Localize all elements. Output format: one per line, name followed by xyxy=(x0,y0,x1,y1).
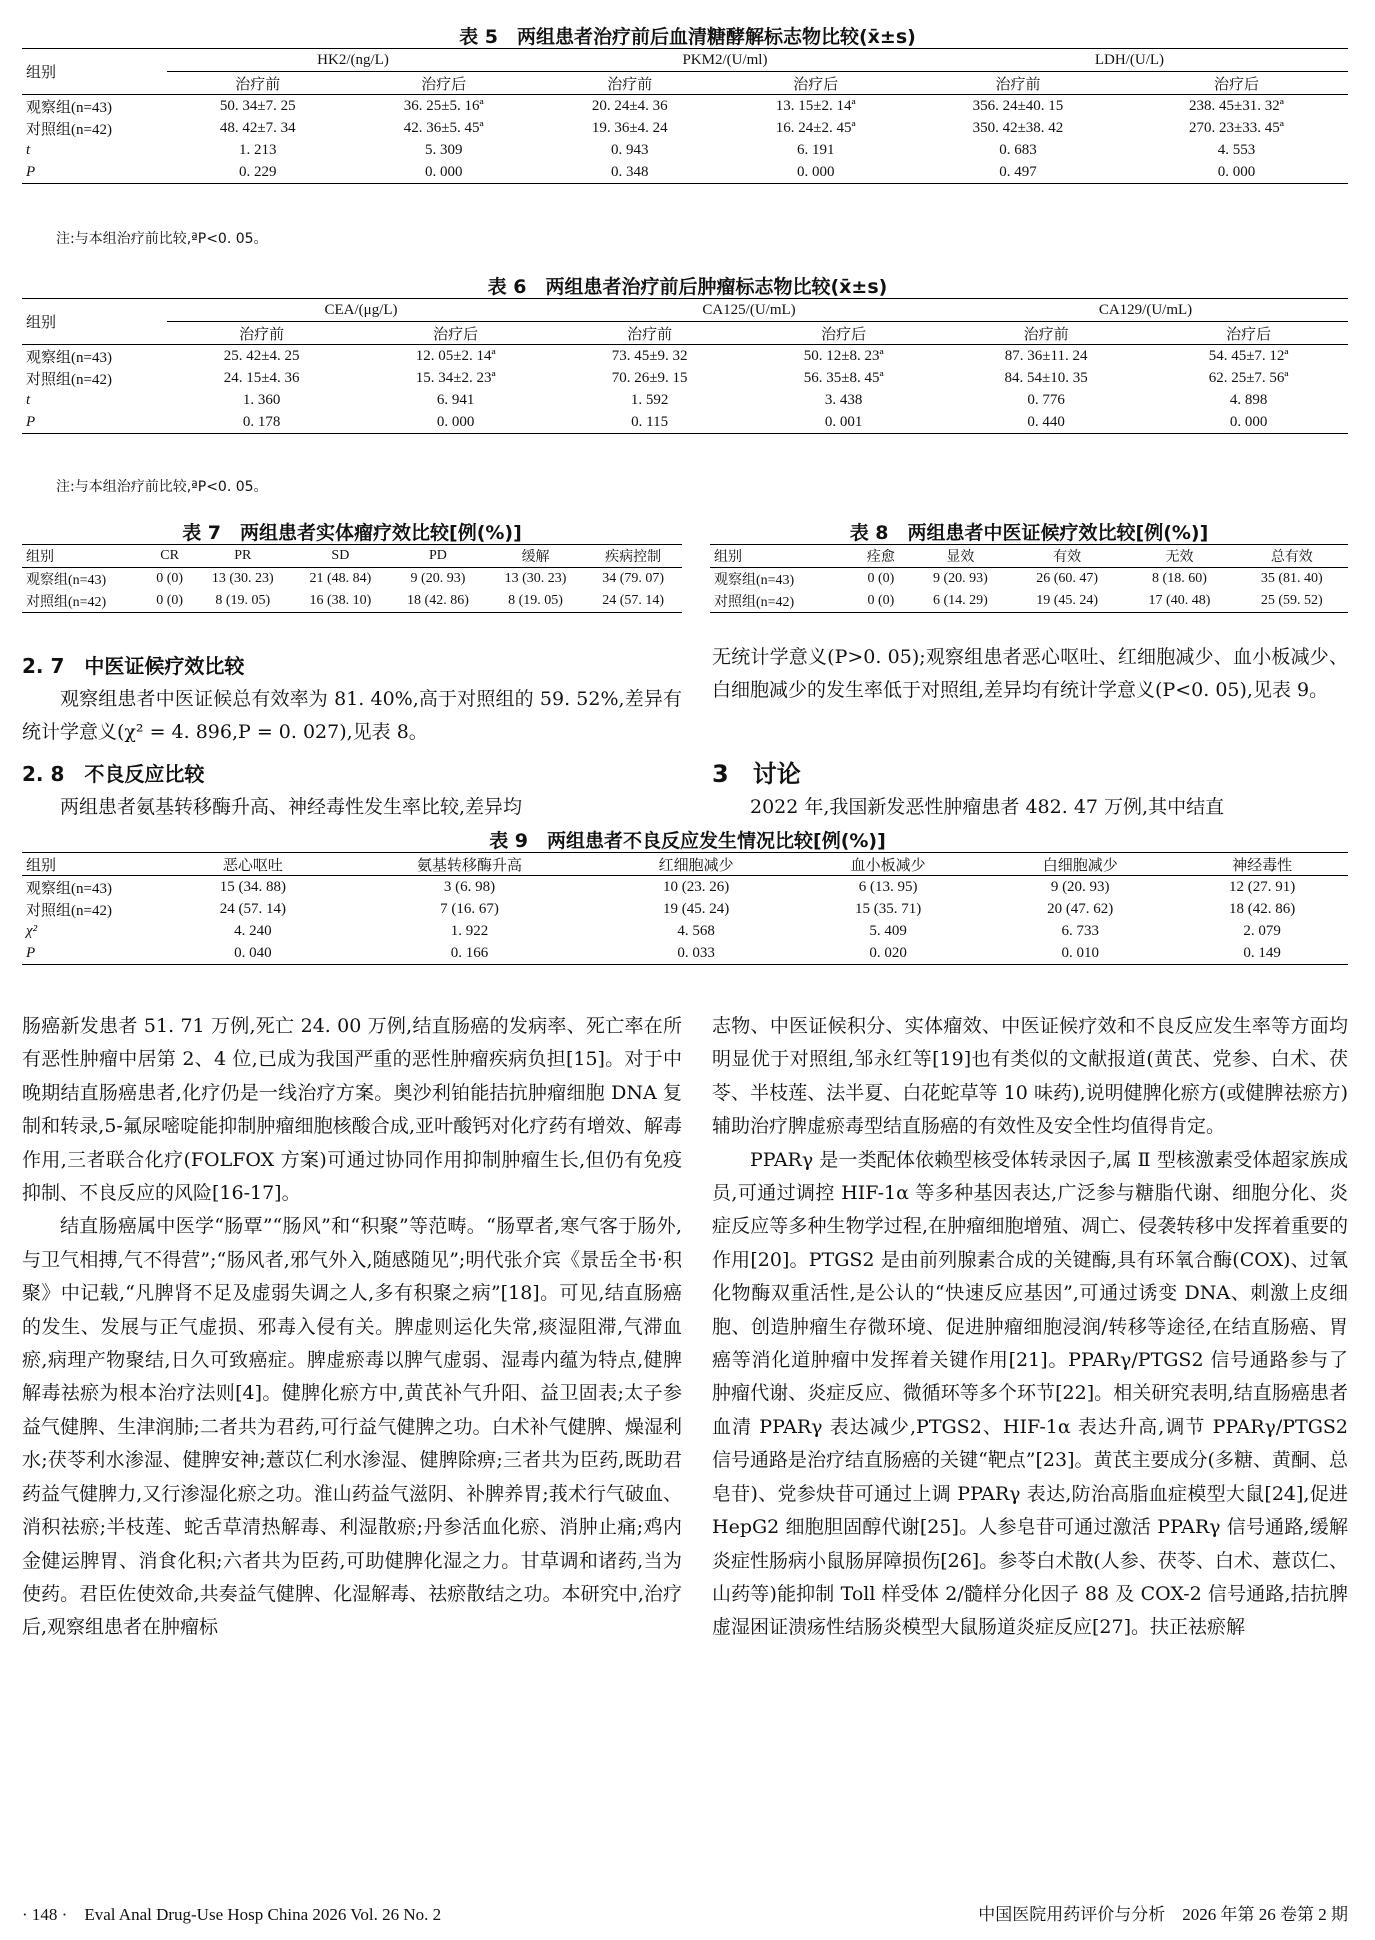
table-cell: 48. 42±7. 34 xyxy=(219,119,296,136)
table-cell: 6 (13. 95) xyxy=(792,876,984,899)
table-cell: 0. 000 xyxy=(720,161,910,184)
table-cell: 0. 000 xyxy=(356,411,555,434)
table-cell: 9 (20. 93) xyxy=(984,876,1176,899)
table-cell: 24 (57. 14) xyxy=(219,900,286,917)
row-label: 观察组(n=43) xyxy=(710,568,852,591)
table7-title: 表 7 两组患者实体瘤疗效比较[例(%)] xyxy=(182,522,522,544)
row-label: P xyxy=(22,411,167,434)
table-cell: 0. 010 xyxy=(984,942,1176,965)
table7-header: 组别 xyxy=(22,545,145,568)
table-cell: 56. 35±8. 45ª xyxy=(803,369,884,386)
table-cell: 62. 25±7. 56ª xyxy=(1208,369,1289,386)
table9-header: 红细胞减少 xyxy=(600,853,792,876)
table8-header: 有效 xyxy=(1011,545,1123,568)
table-cell: 0. 000 xyxy=(1149,411,1348,434)
table-cell: 0. 776 xyxy=(1027,391,1065,408)
table-row xyxy=(710,590,1348,613)
table-cell: 0. 115 xyxy=(555,411,744,434)
table-cell: 0 (0) xyxy=(852,568,910,591)
table6-note: 注:与本组治疗前比较,ªP<0. 05。 xyxy=(56,479,268,495)
table-cell: 6. 191 xyxy=(796,141,835,158)
paragraph: 志物、中医证候积分、实体瘤效、中医证候疗效和不良反应发生率等方面均明显优于对照组,邹永红等[19]也有类似的文献报道(黄芪、党参、白术、茯苓、半枝莲、法半夏、白花蛇草等 10 味药),说明健脾化瘀方(或健脾祛瘀方)辅助治疗脾虚瘀毒型结直肠癌的有效性及安全性均值得肯定。 xyxy=(712,1015,1348,1138)
table5-metric-ldh: LDH/(U/L) xyxy=(911,49,1348,72)
table8-header: 组别 xyxy=(710,545,852,568)
table-cell: 4. 553 xyxy=(1217,141,1256,158)
table-row xyxy=(22,367,1348,389)
table-cell: 356. 24±40. 15 xyxy=(911,95,1125,118)
table-cell: 15. 34±2. 23ª xyxy=(415,369,496,386)
table5-sub-before: 治疗前 xyxy=(607,76,653,93)
table-cell: 0. 348 xyxy=(539,161,721,184)
table8-title: 表 8 两组患者中医证候疗效比较[例(%)] xyxy=(849,522,1209,544)
table-cell: 50. 34±7. 25 xyxy=(167,95,349,118)
table-cell: 8 (18. 60) xyxy=(1123,568,1235,591)
table-cell: 0. 001 xyxy=(744,411,943,434)
table8-header: 总有效 xyxy=(1236,545,1348,568)
table9-header: 白细胞减少 xyxy=(984,853,1176,876)
table-cell: 0. 000 xyxy=(349,161,539,184)
table5-sub-after: 治疗后 xyxy=(793,76,839,93)
table-row xyxy=(22,876,1348,899)
paragraph: 无统计学意义(P>0. 05);观察组患者恶心呕吐、红细胞减少、血小板减少、白细胞减少的发生率低于对照组,差异均有统计学意义(P<0. 05),见表 9。 xyxy=(712,646,1348,702)
table9 xyxy=(22,852,1348,965)
table-row xyxy=(22,345,1348,368)
table-cell: 10 (23. 26) xyxy=(600,876,792,899)
section-2-7-heading: 2. 7 中医证候疗效比较 xyxy=(22,654,245,678)
row-label: 对照组(n=42) xyxy=(26,121,112,138)
section-3-text xyxy=(712,791,1348,824)
table-cell: 6. 941 xyxy=(436,391,475,408)
table7-header: 缓解 xyxy=(487,545,585,568)
row-label: 对照组(n=42) xyxy=(710,590,852,613)
table-cell: 21 (48. 84) xyxy=(292,568,390,591)
paragraph: 2022 年,我国新发恶性肿瘤患者 482. 47 万例,其中结直 xyxy=(750,796,1225,818)
table6-title: 表 6 两组患者治疗前后肿瘤标志物比较(x̄±s) xyxy=(487,276,888,298)
table-cell: 1. 213 xyxy=(239,141,277,158)
table-row xyxy=(22,161,1348,184)
footer-left: · 148 · Eval Anal Drug-Use Hosp China 2026 Vol. 26 No. 2 xyxy=(22,1905,442,1924)
footer-right: 中国医院用药评价与分析 2026 年第 26 卷第 2 期 xyxy=(978,1905,1348,1924)
table5-metric-pkm2: PKM2/(U/ml) xyxy=(539,49,911,72)
section-2-8-continued xyxy=(712,641,1348,708)
table5 xyxy=(22,48,1348,184)
table6-metric-ca125: CA125/(U/mL) xyxy=(555,299,943,322)
table-cell: 1. 592 xyxy=(630,391,669,408)
table9-title: 表 9 两组患者不良反应发生情况比较[例(%)] xyxy=(489,830,886,852)
table-cell: 0. 040 xyxy=(167,942,339,965)
paragraph: PPARγ 是一类配体依赖型核受体转录因子,属 Ⅱ 型核激素受体超家族成员,可通过调控 HIF-1α 等多种基因表达,广泛参与糖脂代谢、细胞分化、炎症反应等多种生物学过程,在肿瘤细胞增殖、凋亡、侵袭转移中发挥着重要的作用[20]。PTGS2 是由前列腺素合成的关键酶,具有环氧合酶(COX)、过氧化物酶双重活性,是公认的“快速反应基因”,可通过诱变 DNA、刺激上皮细胞、创造肿瘤生存微环境、促进肿瘤细胞浸润/转移等途径,在结直肠癌、胃癌等消化道肿瘤中发挥着关键作用[21]。PPARγ/PTGS2 信号通路参与了肿瘤代谢、炎症反应、微循环等多个环节[22]。相关研究表明,结直肠癌患者血清 PPARγ 表达减少,PTGS2、HIF-1α 表达升高,调节 PPARγ/PTGS2 信号通路是治疗结直肠癌的关键“靶点”[23]。黄芪主要成分(多糖、黄酮、总皂苷)、党参炔苷可通过上调 PPARγ 表达,防治高脂血症模型大鼠[24],促进 HepG2 细胞胆固醇代谢[25]。人参皂苷可通过激活 PPARγ 信号通路,缓解炎症性肠病小鼠肠屏障损伤[26]。参苓白术散(人参、茯苓、白术、薏苡仁、山药等)能抑制 Toll 样受体 2/髓样分化因子 88 及 COX-2 信号通路,拮抗脾虚湿困证溃疡性结肠炎模型大鼠肠道炎症反应[27]。扶正祛瘀解 xyxy=(712,1148,1348,1639)
table-cell: 0. 033 xyxy=(600,942,792,965)
table-cell: 238. 45±31. 32ª xyxy=(1125,95,1348,118)
table5-note: 注:与本组治疗前比较,ªP<0. 05。 xyxy=(56,231,268,247)
table-row xyxy=(22,389,1348,411)
table7-header: PD xyxy=(389,545,487,568)
table6-sub-before: 治疗前 xyxy=(627,326,673,343)
table-cell: 0. 497 xyxy=(911,161,1125,184)
table-row xyxy=(22,568,682,591)
table-row xyxy=(22,95,1348,118)
row-label: t xyxy=(26,141,31,158)
table-cell: 17 (40. 48) xyxy=(1123,590,1235,613)
row-label: 观察组(n=43) xyxy=(22,568,145,591)
table5-sub-before: 治疗前 xyxy=(995,76,1041,93)
table7 xyxy=(22,544,682,613)
table-cell: 16. 24±2. 45ª xyxy=(775,119,856,136)
table-cell: 6. 733 xyxy=(1061,922,1099,939)
table-cell: 9 (20. 93) xyxy=(389,568,487,591)
table-cell: 270. 23±33. 45ª xyxy=(1189,119,1284,136)
table5-group-header: 组别 xyxy=(22,49,167,95)
table9-header: 血小板减少 xyxy=(792,853,984,876)
table-row xyxy=(22,898,1348,920)
table-cell: 18 (42. 86) xyxy=(389,590,487,613)
table-cell: 3. 438 xyxy=(824,391,863,408)
table-cell: 24. 15±4. 36 xyxy=(223,369,300,386)
table-cell: 70. 26±9. 15 xyxy=(611,369,688,386)
row-label: χ² xyxy=(26,922,38,939)
table-cell: 0. 000 xyxy=(1125,161,1348,184)
table-cell: 19. 36±4. 24 xyxy=(591,119,668,136)
table-cell: 34 (79. 07) xyxy=(584,568,682,591)
table-cell: 0. 229 xyxy=(167,161,349,184)
table-cell: 3 (6. 98) xyxy=(339,876,600,899)
table-cell: 4. 240 xyxy=(234,922,272,939)
table-cell: 19 (45. 24) xyxy=(1011,590,1123,613)
row-label: 观察组(n=43) xyxy=(22,876,167,899)
table-cell: 1. 922 xyxy=(450,922,489,939)
table-cell: 20 (47. 62) xyxy=(1047,900,1114,917)
table-cell: 4. 898 xyxy=(1229,391,1268,408)
table-cell: 26 (60. 47) xyxy=(1011,568,1123,591)
table-row xyxy=(710,568,1348,591)
table-cell: 54. 45±7. 12ª xyxy=(1149,345,1348,368)
table-cell: 0. 943 xyxy=(610,141,649,158)
table-cell: 87. 36±11. 24 xyxy=(943,345,1149,368)
table-cell: 19 (45. 24) xyxy=(663,900,730,917)
table5-sub-before: 治疗前 xyxy=(235,76,281,93)
table5-metric-hk2: HK2/(ng/L) xyxy=(167,49,539,72)
section-2-8-heading: 2. 8 不良反应比较 xyxy=(22,762,205,786)
paragraph: 结直肠癌属中医学“肠覃”“肠风”和“积聚”等范畴。“肠覃者,寒气客于肠外,与卫气相搏,气不得营”;“肠风者,邪气外入,随感随见”;明代张介宾《景岳全书·积聚》中记载,“凡脾肾不足及虚弱失调之人,多有积聚之病”[18]。可见,结直肠癌的发生、发展与正气虚损、邪毒入侵有关。脾虚则运化失常,痰湿阻滞,气滞血瘀,病理产物聚结,日久可致癌症。脾虚瘀毒以脾气虚弱、湿毒内蕴为特点,健脾解毒祛瘀为根本治疗法则[4]。健脾化瘀方中,黄芪补气升阳、益卫固表;太子参益气健脾、生津润肺;二者共为君药,可行益气健脾之功。白术补气健脾、燥湿利水;茯苓利水渗湿、健脾安神;薏苡仁利水渗湿、健脾除痹;三者共为臣药,既助君药益气健脾力,又行渗湿化瘀之功。淮山药益气滋阴、补脾养胃;莪术行气破血、消积祛瘀;半枝莲、蛇舌草清热解毒、利湿散瘀;丹参活血化瘀、消肿止痛;鸡内金健运脾胃、消食化积;六者共为臣药,可助健脾化湿之力。甘草调和诸药,当为使药。君臣佐使效命,共奏益气健脾、化湿解毒、祛瘀散结之功。本研究中,治疗后,观察组患者在肿瘤标 xyxy=(22,1215,682,1639)
table5-sub-after: 治疗后 xyxy=(421,76,467,93)
row-label: 对照组(n=42) xyxy=(26,371,112,388)
table-cell: 36. 25±5. 16ª xyxy=(349,95,539,118)
table6-sub-before: 治疗前 xyxy=(1023,326,1069,343)
table-cell: 7 (16. 67) xyxy=(440,900,499,917)
table9-header: 恶心呕吐 xyxy=(167,853,339,876)
table-cell: 5. 409 xyxy=(869,922,907,939)
table-cell: 15 (35. 71) xyxy=(855,900,922,917)
paragraph: 肠癌新发患者 51. 71 万例,死亡 24. 00 万例,结直肠癌的发病率、死亡率在所有恶性肿瘤中居第 2、4 位,已成为我国严重的恶性肿瘤疾病负担[15]。对于中晚期结直肠癌患者,化疗仍是一线治疗方案。奥沙利铂能拮抗肿瘤细胞 DNA 复制和转录,5-氟尿嘧啶能抑制肿瘤细胞核酸合成,亚叶酸钙对化疗药有增效、解毒作用,三者联合化疗(FOLFOX 方案)可通过协同作用抑制肿瘤生长,但仍有免疫抑制、不良反应的风险[16-17]。 xyxy=(22,1015,682,1205)
table-row xyxy=(22,942,1348,965)
table-cell: 84. 54±10. 35 xyxy=(1004,369,1088,386)
table8 xyxy=(710,544,1348,613)
table-cell: 25. 42±4. 25 xyxy=(167,345,356,368)
row-label: 对照组(n=42) xyxy=(26,902,112,919)
table-cell: 0. 683 xyxy=(999,141,1037,158)
table8-header: 痊愈 xyxy=(852,545,910,568)
table-cell: 8 (19. 05) xyxy=(487,590,585,613)
table7-header: 疾病控制 xyxy=(584,545,682,568)
table-cell: 73. 45±9. 32 xyxy=(555,345,744,368)
section-2-8-text xyxy=(22,791,682,824)
table-cell: 350. 42±38. 42 xyxy=(972,119,1064,136)
table6-sub-after: 治疗后 xyxy=(1226,326,1272,343)
table-cell: 18 (42. 86) xyxy=(1228,900,1296,917)
table-cell: 0. 149 xyxy=(1176,942,1348,965)
table6-metric-ca129: CA129/(U/mL) xyxy=(943,299,1348,322)
table-cell: 0 (0) xyxy=(145,568,194,591)
table6 xyxy=(22,298,1348,434)
table-cell: 15 (34. 88) xyxy=(167,876,339,899)
row-label: P xyxy=(22,942,167,965)
table-row xyxy=(22,590,682,613)
table6-sub-before: 治疗前 xyxy=(239,326,285,343)
section-2-7-text xyxy=(22,683,682,750)
table-cell: 0. 440 xyxy=(943,411,1149,434)
table6-metric-cea: CEA/(μg/L) xyxy=(167,299,555,322)
table-cell: 2. 079 xyxy=(1243,922,1281,939)
table6-sub-after: 治疗后 xyxy=(821,326,867,343)
table-cell: 24 (57. 14) xyxy=(584,590,682,613)
table8-header: 无效 xyxy=(1123,545,1235,568)
table-cell: 12. 05±2. 14ª xyxy=(356,345,555,368)
table-cell: 20. 24±4. 36 xyxy=(539,95,721,118)
table-cell: 9 (20. 93) xyxy=(910,568,1011,591)
row-label: 对照组(n=42) xyxy=(22,590,145,613)
row-label: 观察组(n=43) xyxy=(22,345,167,368)
table7-header: SD xyxy=(292,545,390,568)
table-cell: 13. 15±2. 14ª xyxy=(720,95,910,118)
table5-sub-after: 治疗后 xyxy=(1213,76,1259,93)
table-cell: 0. 178 xyxy=(167,411,356,434)
section-3-heading: 3 讨论 xyxy=(712,760,801,788)
table7-header: CR xyxy=(145,545,194,568)
right-column xyxy=(712,1010,1348,1645)
table-cell: 50. 12±8. 23ª xyxy=(744,345,943,368)
table-row xyxy=(22,117,1348,139)
table5-title: 表 5 两组患者治疗前后血清糖酵解标志物比较(x̄±s) xyxy=(459,26,916,48)
table-cell: 12 (27. 91) xyxy=(1176,876,1348,899)
table-cell: 13 (30. 23) xyxy=(194,568,292,591)
table-cell: 0 (0) xyxy=(852,590,910,613)
table-cell: 25 (59. 52) xyxy=(1236,590,1348,613)
paragraph: 观察组患者中医证候总有效率为 81. 40%,高于对照组的 59. 52%,差异有统计学意义(χ² = 4. 896,P = 0. 027),见表 8。 xyxy=(22,688,682,744)
row-label: 观察组(n=43) xyxy=(22,95,167,118)
table-cell: 8 (19. 05) xyxy=(194,590,292,613)
row-label: t xyxy=(26,391,31,408)
table-cell: 4. 568 xyxy=(677,922,715,939)
table6-group-header: 组别 xyxy=(22,299,167,345)
table-cell: 6 (14. 29) xyxy=(910,590,1011,613)
table9-header: 氨基转移酶升高 xyxy=(339,853,600,876)
table-cell: 42. 36±5. 45ª xyxy=(403,119,484,136)
left-column xyxy=(22,1010,682,1645)
table-cell: 0. 166 xyxy=(339,942,600,965)
table9-header: 神经毒性 xyxy=(1176,853,1348,876)
table6-sub-after: 治疗后 xyxy=(433,326,479,343)
table-cell: 13 (30. 23) xyxy=(487,568,585,591)
table8-header: 显效 xyxy=(910,545,1011,568)
table-row xyxy=(22,920,1348,942)
table-row xyxy=(22,139,1348,161)
table7-header: PR xyxy=(194,545,292,568)
table-cell: 0 (0) xyxy=(145,590,194,613)
paragraph: 两组患者氨基转移酶升高、神经毒性发生率比较,差异均 xyxy=(60,796,523,818)
table-cell: 0. 020 xyxy=(792,942,984,965)
table-row xyxy=(22,411,1348,434)
table-cell: 35 (81. 40) xyxy=(1236,568,1348,591)
table-cell: 16 (38. 10) xyxy=(292,590,390,613)
table9-header: 组别 xyxy=(22,853,167,876)
table-cell: 1. 360 xyxy=(242,391,281,408)
table-cell: 5. 309 xyxy=(424,141,463,158)
row-label: P xyxy=(22,161,167,184)
